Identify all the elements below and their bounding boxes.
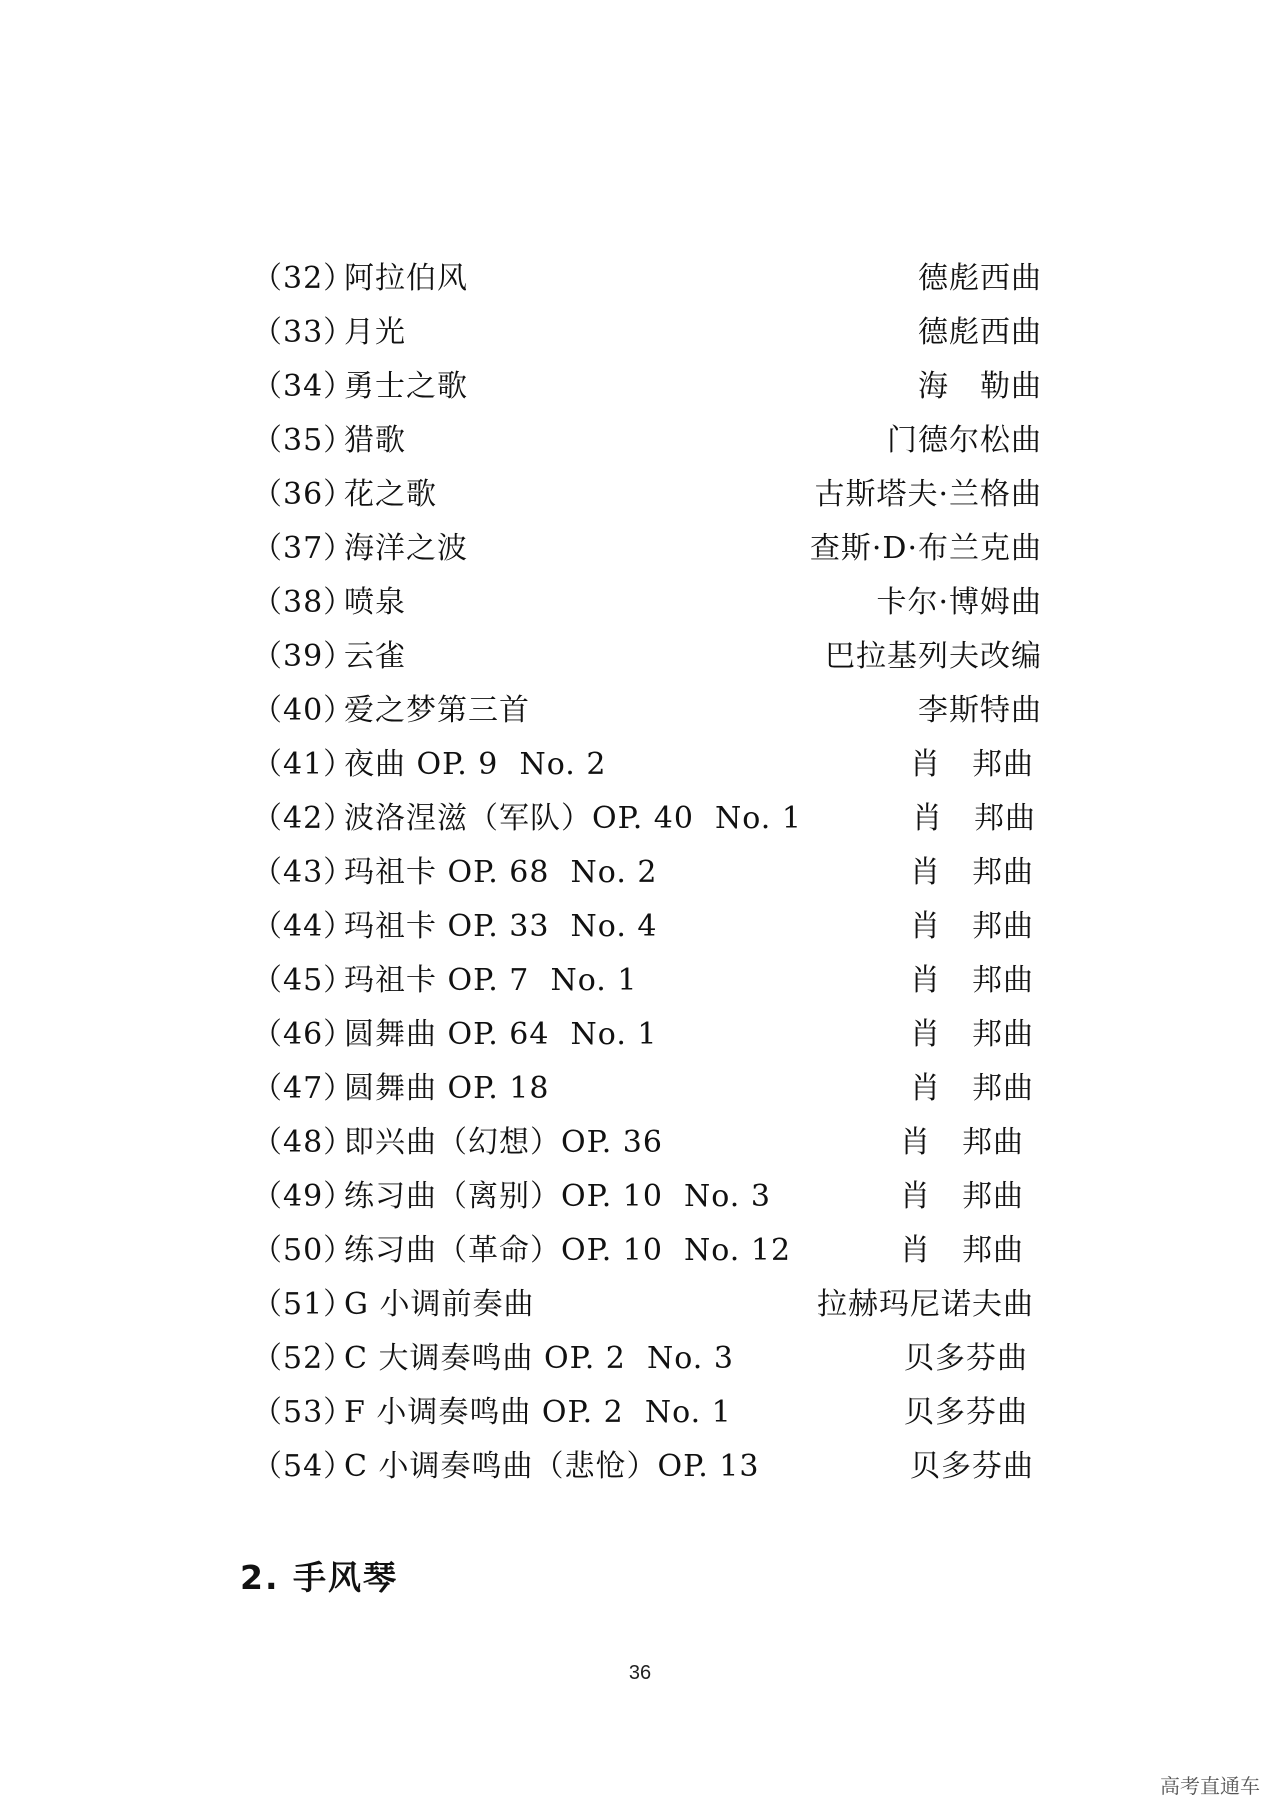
list-item: [252, 1062, 1042, 1116]
entry-composer: 贝多芬曲: [904, 1341, 1028, 1376]
entry-composer: 肖 邦曲: [910, 963, 1034, 998]
entry-composer: 肖 邦曲: [900, 1179, 1024, 1214]
list-item: [252, 630, 1042, 684]
list-item: [252, 468, 1042, 522]
entry-composer: 肖 邦曲: [912, 801, 1036, 836]
entry-title: 喷泉: [344, 585, 406, 620]
entry-composer: 肖 邦曲: [910, 1071, 1034, 1106]
entry-composer: 巴拉基列夫改编: [825, 639, 1042, 674]
list-item: [252, 360, 1042, 414]
entry-number: （51）: [252, 1287, 355, 1322]
list-item: [252, 1170, 1042, 1224]
entry-title: 玛祖卡 OP. 33 No. 4: [344, 909, 658, 944]
entry-number: （46）: [252, 1017, 355, 1052]
entry-number: （52）: [252, 1341, 355, 1376]
entry-composer: 拉赫玛尼诺夫曲: [817, 1287, 1034, 1322]
entry-title: 圆舞曲 OP. 64 No. 1: [344, 1017, 658, 1052]
entry-title: G 小调前奏曲: [344, 1287, 535, 1322]
repertoire-list: [252, 252, 1042, 1494]
entry-number: （45）: [252, 963, 355, 998]
entry-composer: 肖 邦曲: [910, 855, 1034, 890]
entry-number: （39）: [252, 639, 355, 674]
entry-number: （33）: [252, 315, 355, 350]
entry-composer: 门德尔松曲: [887, 423, 1042, 458]
entry-title: 练习曲（革命）OP. 10 No. 12: [344, 1233, 792, 1268]
list-item: [252, 1386, 1042, 1440]
entry-number: （47）: [252, 1071, 355, 1106]
entry-title: C 大调奏鸣曲 OP. 2 No. 3: [344, 1341, 734, 1376]
entry-composer: 李斯特曲: [918, 693, 1042, 728]
entry-number: （49）: [252, 1179, 355, 1214]
list-item: [252, 846, 1042, 900]
list-item: [252, 954, 1042, 1008]
entry-title: 云雀: [344, 639, 406, 674]
entry-number: （32）: [252, 261, 355, 296]
entry-number: （36）: [252, 477, 355, 512]
entry-number: （40）: [252, 693, 355, 728]
watermark: 高考直通车: [1160, 1774, 1260, 1798]
list-item: [252, 738, 1042, 792]
entry-number: （41）: [252, 747, 355, 782]
entry-title: 圆舞曲 OP. 18: [344, 1071, 550, 1106]
entry-number: （48）: [252, 1125, 355, 1160]
entry-number: （44）: [252, 909, 355, 944]
entry-composer: 肖 邦曲: [900, 1125, 1024, 1160]
entry-number: （34）: [252, 369, 355, 404]
entry-composer: 查斯·D·布兰克曲: [809, 531, 1042, 566]
entry-composer: 肖 邦曲: [910, 1017, 1034, 1052]
list-item: [252, 414, 1042, 468]
list-item: [252, 1008, 1042, 1062]
section-heading: 2. 手风琴: [240, 1558, 398, 1597]
entry-composer: 德彪西曲: [918, 261, 1042, 296]
entry-title: F 小调奏鸣曲 OP. 2 No. 1: [344, 1395, 732, 1430]
list-item: [252, 306, 1042, 360]
entry-number: （43）: [252, 855, 355, 890]
entry-title: 玛祖卡 OP. 68 No. 2: [344, 855, 658, 890]
entry-title: C 小调奏鸣曲（悲怆）OP. 13: [344, 1449, 760, 1484]
entry-title: 猎歌: [344, 423, 406, 458]
list-item: [252, 576, 1042, 630]
entry-composer: 古斯塔夫·兰格曲: [814, 477, 1042, 512]
entry-title: 即兴曲（幻想）OP. 36: [344, 1125, 663, 1160]
entry-title: 夜曲 OP. 9 No. 2: [344, 747, 607, 782]
entry-number: （53）: [252, 1395, 355, 1430]
list-item: [252, 522, 1042, 576]
list-item: [252, 1116, 1042, 1170]
entry-number: （35）: [252, 423, 355, 458]
page-number: 36: [628, 1662, 652, 1684]
entry-title: 阿拉伯风: [344, 261, 468, 296]
entry-title: 玛祖卡 OP. 7 No. 1: [344, 963, 638, 998]
entry-title: 勇士之歌: [344, 369, 468, 404]
entry-number: （54）: [252, 1449, 355, 1484]
entry-title: 练习曲（离别）OP. 10 No. 3: [344, 1179, 771, 1214]
entry-composer: 卡尔·博姆曲: [876, 585, 1042, 620]
list-item: [252, 1332, 1042, 1386]
list-item: [252, 1224, 1042, 1278]
list-item: [252, 1440, 1042, 1494]
entry-number: （38）: [252, 585, 355, 620]
list-item: [252, 252, 1042, 306]
list-item: [252, 1278, 1042, 1332]
entry-title: 海洋之波: [344, 531, 468, 566]
entry-composer: 贝多芬曲: [910, 1449, 1034, 1484]
entry-composer: 海 勒曲: [918, 369, 1042, 404]
list-item: [252, 792, 1042, 846]
entry-composer: 德彪西曲: [918, 315, 1042, 350]
entry-number: （50）: [252, 1233, 355, 1268]
entry-title: 波洛涅滋（军队）OP. 40 No. 1: [344, 801, 802, 836]
entry-composer: 肖 邦曲: [900, 1233, 1024, 1268]
entry-title: 花之歌: [344, 477, 437, 512]
entry-composer: 贝多芬曲: [904, 1395, 1028, 1430]
entry-title: 爱之梦第三首: [344, 693, 530, 728]
entry-composer: 肖 邦曲: [910, 909, 1034, 944]
entry-composer: 肖 邦曲: [910, 747, 1034, 782]
entry-number: （37）: [252, 531, 355, 566]
entry-title: 月光: [344, 315, 406, 350]
list-item: [252, 900, 1042, 954]
entry-number: （42）: [252, 801, 355, 836]
list-item: [252, 684, 1042, 738]
